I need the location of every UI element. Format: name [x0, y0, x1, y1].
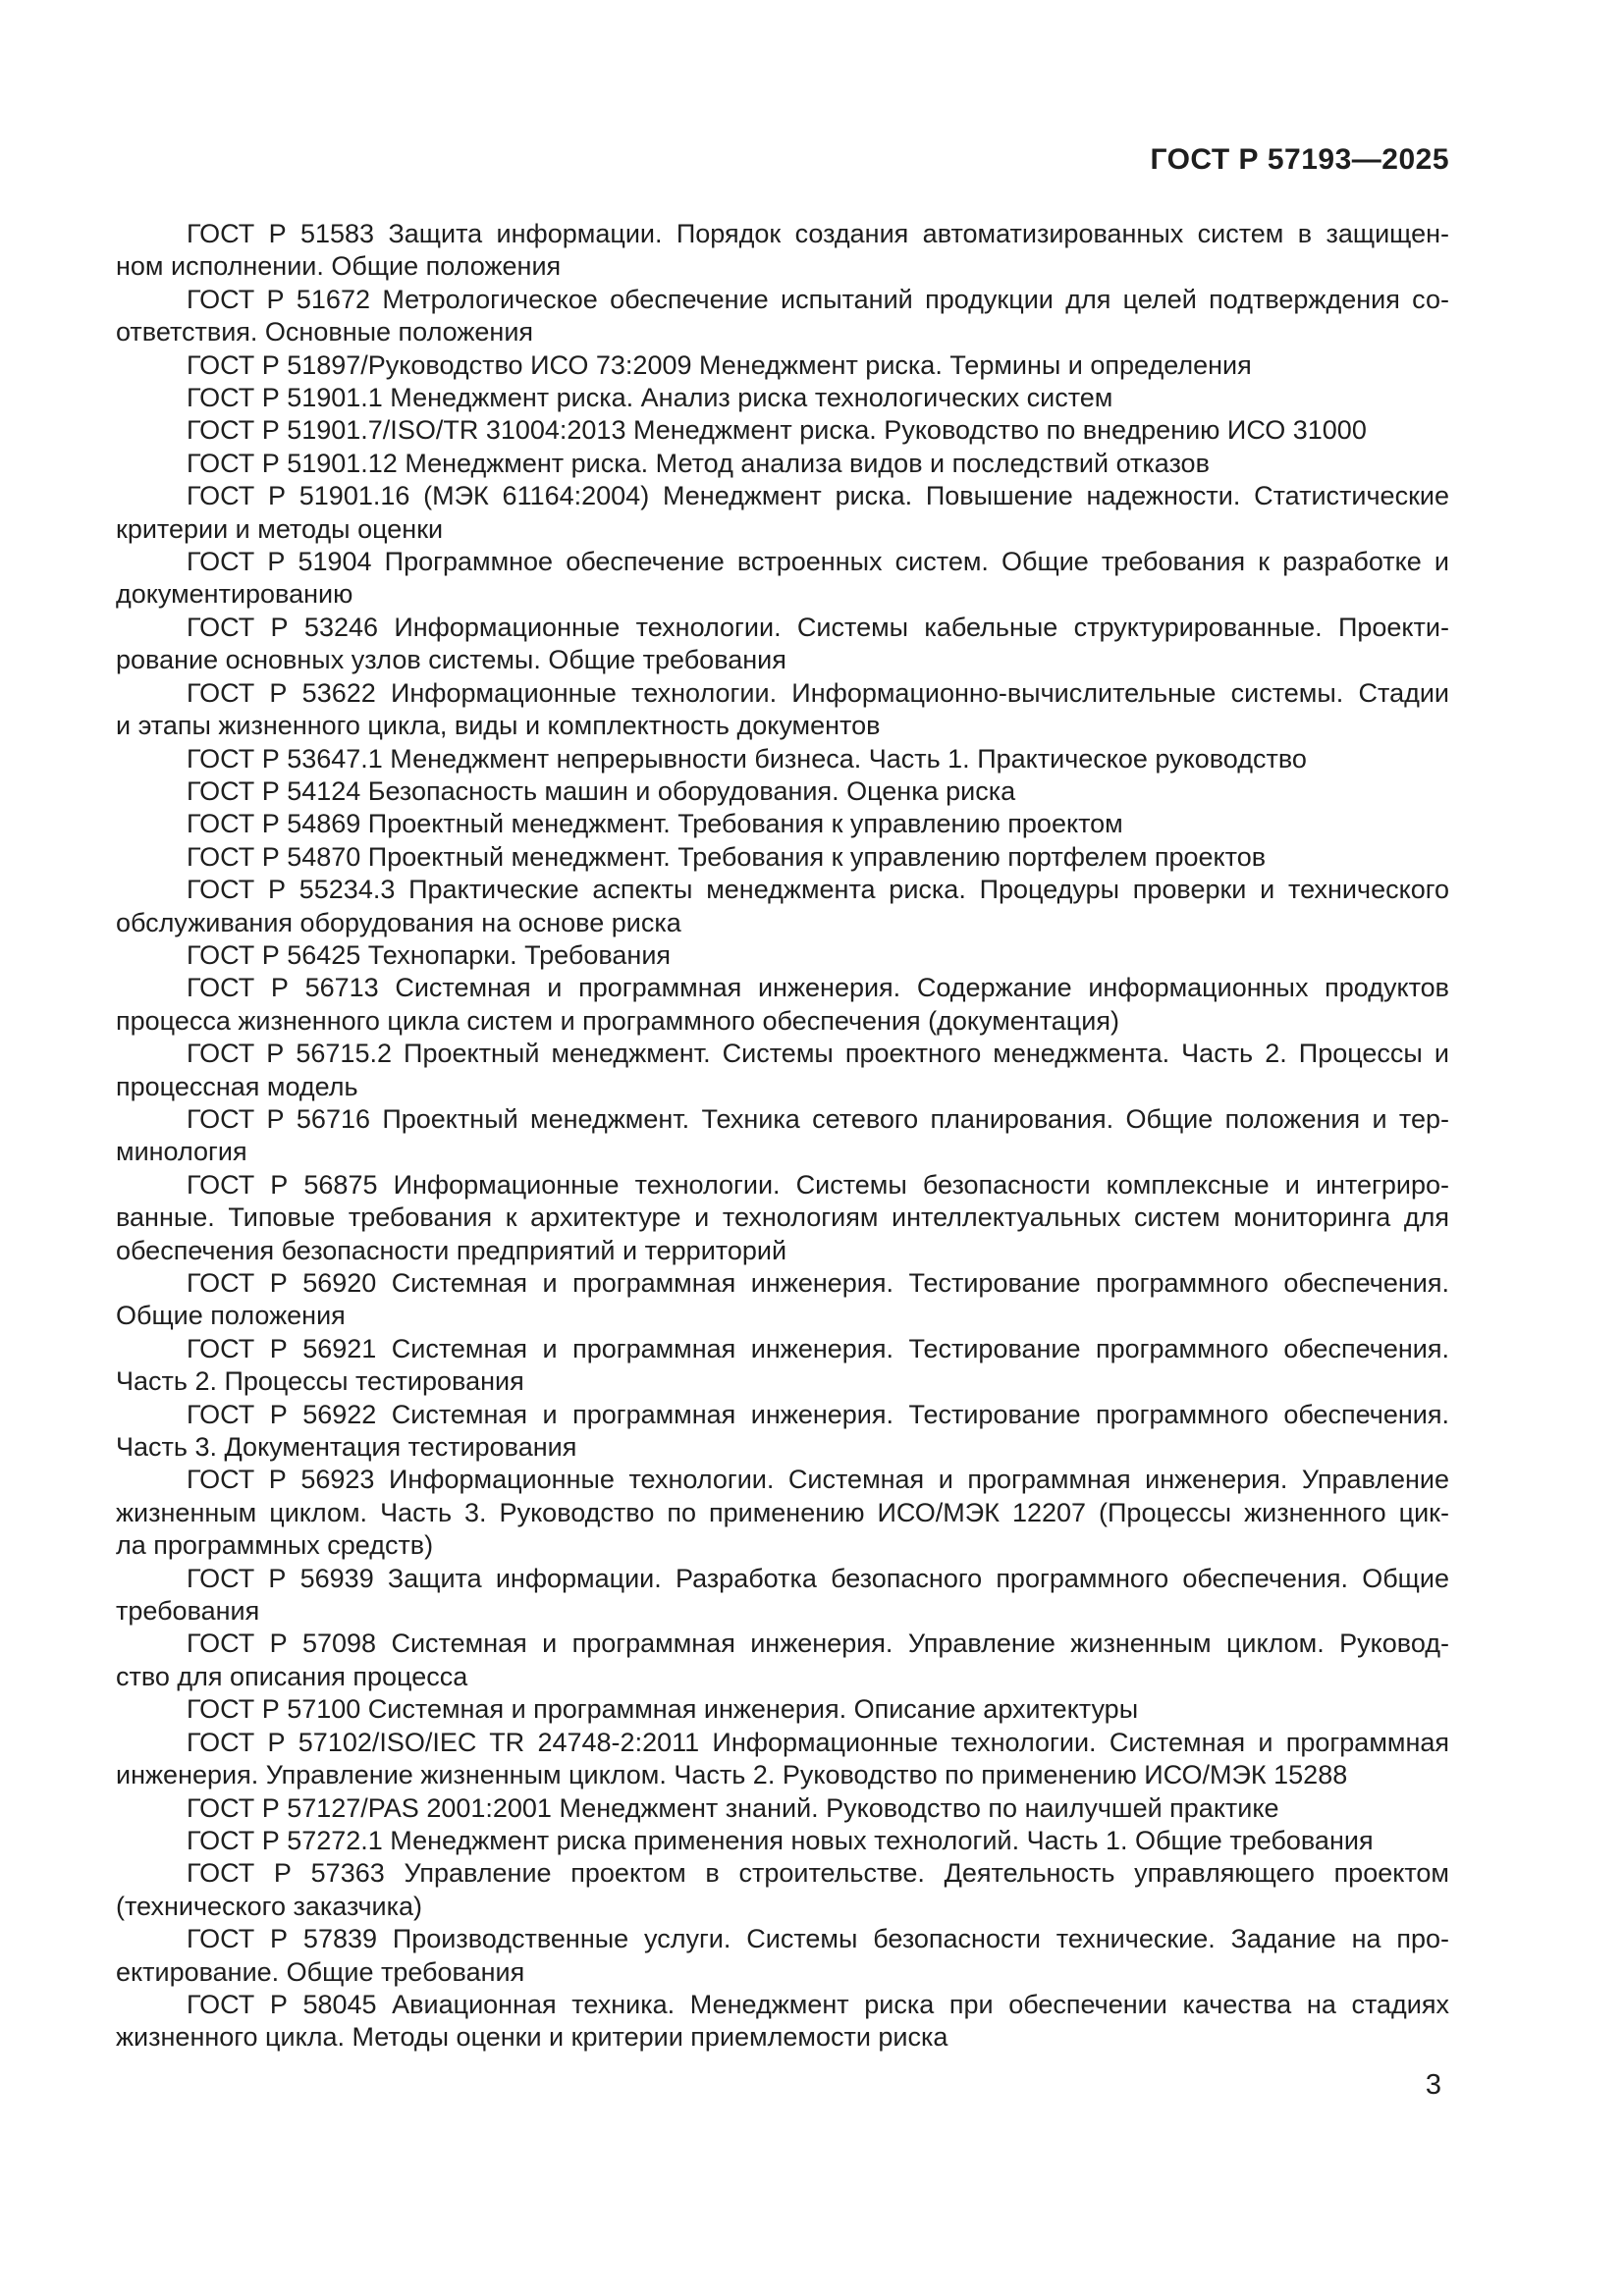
reference-paragraph: [116, 775, 1449, 808]
reference-paragraph: [116, 1267, 1449, 1333]
text-line: ГОСТ Р 56922 Системная и программная инженерия. Тестирование программного обеспечения.: [187, 1399, 1449, 1429]
text-line: жизненного цикла. Методы оценки и критерии приемлемости риска: [116, 2022, 948, 2053]
text-line: ГОСТ Р 51901.16 (МЭК 61164:2004) Менеджмент риска. Повышение надежности. Статистические: [187, 481, 1449, 511]
text-line: ванные. Типовые требования к архитектуре и технологиям интеллектуальных систем мониторинга для: [116, 1202, 1449, 1233]
text-line: инженерия. Управление жизненным циклом. Часть 2. Руководство по применению ИСО/МЭК 15288: [116, 1760, 1348, 1790]
reference-paragraph: [116, 218, 1449, 284]
text-line: ГОСТ Р 53246 Информационные технологии. Системы кабельные структурированные. Проекти-: [187, 612, 1449, 642]
text-line: ГОСТ Р 57272.1 Менеджмент риска применения новых технологий. Часть 1. Общие требования: [187, 1825, 1374, 1855]
text-line: ство для описания процесса: [116, 1661, 468, 1691]
text-line: критерии и методы оценки: [116, 513, 444, 544]
reference-paragraph: [116, 972, 1449, 1038]
text-line: ГОСТ Р 56921 Системная и программная инженерия. Тестирование программного обеспечения.: [187, 1333, 1449, 1363]
text-line: ГОСТ Р 55234.3 Практические аспекты менеджмента риска. Процедуры проверки и технического: [187, 875, 1449, 905]
text-line: ГОСТ Р 51583 Защита информации. Порядок создания автоматизированных систем в защищен-: [187, 219, 1449, 248]
reference-paragraph: [116, 1038, 1449, 1103]
reference-paragraph: [116, 480, 1449, 546]
text-line: ответствия. Основные положения: [116, 317, 534, 347]
text-line: ГОСТ Р 56425 Технопарки. Требования: [187, 939, 672, 970]
text-line: минология: [116, 1137, 247, 1167]
text-line: ла программных средств): [116, 1530, 434, 1561]
document-code-header: ГОСТ Р 57193—2025: [1150, 143, 1449, 176]
reference-paragraph: [116, 1333, 1449, 1399]
reference-paragraph: [116, 939, 1449, 972]
text-line: ГОСТ Р 56716 Проектный менеджмент. Техника сетевого планирования. Общие положения и тер-: [187, 1103, 1449, 1134]
text-line: ГОСТ Р 54869 Проектный менеджмент. Требования к управлению проектом: [187, 809, 1123, 839]
reference-paragraph: [116, 1989, 1449, 2055]
reference-paragraph: [116, 382, 1449, 414]
reference-paragraph: [116, 743, 1449, 775]
text-line: ГОСТ Р 51901.1 Менеджмент риска. Анализ риска технологических систем: [187, 383, 1113, 413]
text-line: ектирование. Общие требования: [116, 1956, 525, 1987]
reference-paragraph: [116, 546, 1449, 612]
text-line: документированию: [116, 579, 353, 610]
reference-paragraph: [116, 1563, 1449, 1629]
reference-paragraph: [116, 1857, 1449, 1923]
text-line: ГОСТ Р 54124 Безопасность машин и оборудования. Оценка риска: [187, 775, 1016, 806]
references-list: [116, 218, 1449, 2055]
text-line: ГОСТ Р 51904 Программное обеспечение встроенных систем. Общие требования к разработке и: [187, 547, 1449, 577]
text-line: ГОСТ Р 58045 Авиационная техника. Менеджмент риска при обеспечении качества на стадиях: [187, 1989, 1449, 2019]
text-line: ГОСТ Р 57100 Системная и программная инженерия. Описание архитектуры: [187, 1694, 1139, 1725]
text-line: процессная модель: [116, 1071, 358, 1101]
reference-paragraph: [116, 1923, 1449, 1989]
text-line: Часть 2. Процессы тестирования: [116, 1366, 524, 1397]
text-line: обслуживания оборудования на основе риска: [116, 907, 681, 937]
reference-paragraph: [116, 1825, 1449, 1857]
text-line: ГОСТ Р 53622 Информационные технологии. Информационно-вычислительные системы. Стадии: [187, 677, 1449, 708]
text-line: ГОСТ Р 57839 Производственные услуги. Системы безопасности технические. Задание на про-: [187, 1924, 1449, 1954]
text-line: ГОСТ Р 56920 Системная и программная инженерия. Тестирование программного обеспечения.: [187, 1268, 1449, 1298]
page-number: 3: [1425, 2069, 1441, 2101]
text-line: ГОСТ Р 54870 Проектный менеджмент. Требования к управлению портфелем проектов: [187, 841, 1267, 872]
reference-paragraph: [116, 808, 1449, 840]
reference-paragraph: [116, 1792, 1449, 1825]
text-line: ГОСТ Р 53647.1 Менеджмент непрерывности бизнеса. Часть 1. Практическое руководство: [187, 743, 1307, 774]
text-line: рование основных узлов системы. Общие требования: [116, 645, 786, 675]
text-line: Общие положения: [116, 1301, 346, 1331]
text-line: ГОСТ Р 56875 Информационные технологии. Системы безопасности комплексные и интегриро-: [187, 1169, 1449, 1200]
text-line: и этапы жизненного цикла, виды и комплектность документов: [116, 711, 881, 741]
reference-paragraph: [116, 414, 1449, 447]
reference-paragraph: [116, 349, 1449, 382]
reference-paragraph: [116, 874, 1449, 939]
text-line: процесса жизненного цикла систем и программного обеспечения (документация): [116, 1005, 1119, 1036]
reference-paragraph: [116, 1727, 1449, 1792]
reference-paragraph: [116, 612, 1449, 677]
reference-paragraph: [116, 1464, 1449, 1562]
text-line: ГОСТ Р 56939 Защита информации. Разработка безопасного программного обеспечения. Общие: [187, 1563, 1449, 1593]
text-line: ГОСТ Р 51901.12 Менеджмент риска. Метод анализа видов и последствий отказов: [187, 448, 1210, 478]
text-line: ГОСТ Р 57127/PAS 2001:2001 Менеджмент знаний. Руководство по наилучшей практике: [187, 1792, 1279, 1823]
text-line: ном исполнении. Общие положения: [116, 251, 562, 282]
text-line: ГОСТ Р 56715.2 Проектный менеджмент. Системы проектного менеджмента. Часть 2. Процессы и: [187, 1039, 1449, 1069]
reference-paragraph: [116, 1169, 1449, 1267]
text-line: ГОСТ Р 56923 Информационные технологии. Системная и программная инженерия. Управление: [187, 1465, 1449, 1495]
reference-paragraph: [116, 1693, 1449, 1726]
text-line: ГОСТ Р 57363 Управление проектом в строительстве. Деятельность управляющего проектом: [187, 1858, 1449, 1889]
text-line: ГОСТ Р 57098 Системная и программная инженерия. Управление жизненным циклом. Руковод-: [187, 1629, 1449, 1659]
text-line: жизненным циклом. Часть 3. Руководство по применению ИСО/МЭК 12207 (Процессы жизненного цик-: [116, 1497, 1449, 1527]
reference-paragraph: [116, 1628, 1449, 1693]
text-line: ГОСТ Р 57102/ISO/IEC TR 24748-2:2011 Информационные технологии. Системная и программная: [187, 1727, 1449, 1757]
reference-paragraph: [116, 841, 1449, 874]
text-line: ГОСТ Р 51901.7/ISO/TR 31004:2013 Менеджмент риска. Руководство по внедрению ИСО 31000: [187, 415, 1367, 446]
text-line: Часть 3. Документация тестирования: [116, 1432, 577, 1463]
reference-paragraph: [116, 1399, 1449, 1465]
text-line: требования: [116, 1596, 260, 1627]
reference-paragraph: [116, 677, 1449, 743]
text-line: ГОСТ Р 51897/Руководство ИСО 73:2009 Менеджмент риска. Термины и определения: [187, 349, 1252, 380]
reference-paragraph: [116, 448, 1449, 480]
reference-paragraph: [116, 284, 1449, 349]
reference-paragraph: [116, 1103, 1449, 1169]
text-line: ГОСТ Р 51672 Метрологическое обеспечение испытаний продукции для целей подтверждения со-: [187, 284, 1449, 314]
text-line: обеспечения безопасности предприятий и территорий: [116, 1235, 787, 1265]
text-line: ГОСТ Р 56713 Системная и программная инженерия. Содержание информационных продуктов: [187, 973, 1449, 1003]
text-line: (технического заказчика): [116, 1891, 423, 1921]
